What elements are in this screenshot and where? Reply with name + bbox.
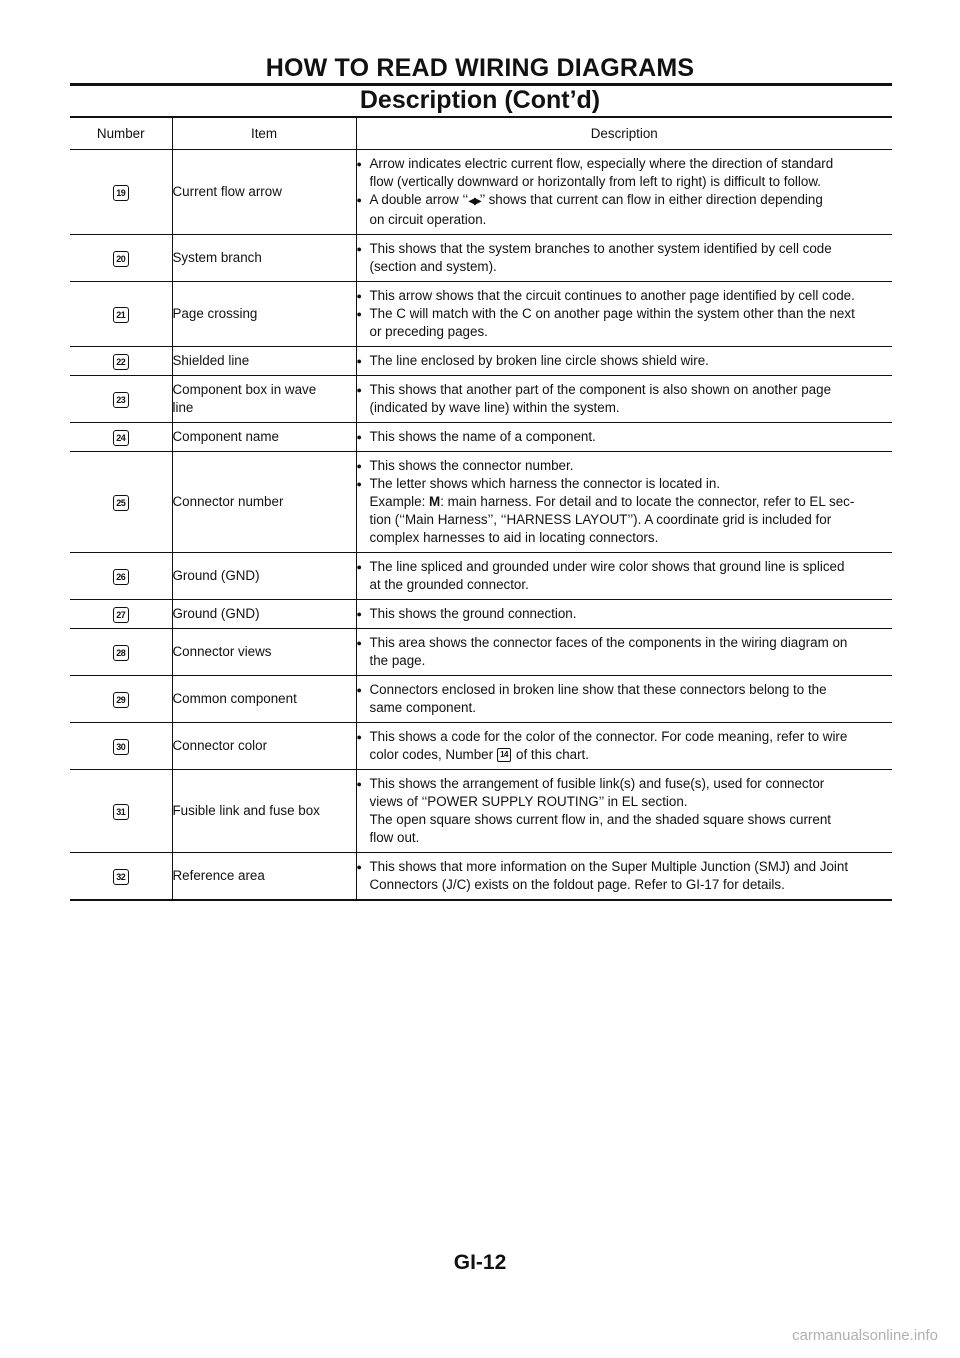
table-row bbox=[70, 770, 892, 853]
row-item: Component name bbox=[172, 423, 356, 452]
continuation-text: (section and system). bbox=[369, 259, 497, 274]
row-item: Connector number bbox=[172, 452, 356, 553]
row-number bbox=[70, 452, 172, 553]
bullet-text: ● This shows the arrangement of fusible link(s) and fuse(s), used for connector bbox=[357, 775, 893, 793]
row-number bbox=[70, 629, 172, 676]
number-badge: 28 bbox=[113, 645, 129, 661]
bullet-text: ● Connectors enclosed in broken line show that these connectors belong to the bbox=[357, 681, 893, 699]
bullet-text bbox=[357, 191, 893, 211]
bullet-text: ● The letter shows which harness the connector is located in. bbox=[357, 475, 893, 493]
row-item: Ground (GND) bbox=[172, 600, 356, 629]
continuation-text: views of ‘‘POWER SUPPLY ROUTING’’ in EL section. bbox=[369, 794, 688, 809]
row-description bbox=[356, 853, 892, 901]
text-segment: color codes, Number bbox=[369, 747, 494, 762]
item-text: line bbox=[172, 400, 194, 415]
continuation-text: or preceding pages. bbox=[369, 324, 488, 339]
table-row bbox=[70, 423, 892, 452]
table-row bbox=[70, 723, 892, 770]
row-description bbox=[356, 347, 892, 376]
row-item: Ground (GND) bbox=[172, 553, 356, 600]
table-row bbox=[70, 629, 892, 676]
bullet-text: ● This shows that more information on the Super Multiple Junction (SMJ) and Joint bbox=[357, 858, 893, 876]
row-description bbox=[356, 600, 892, 629]
continuation-text: Connectors (J/C) exists on the foldout page. Refer to GI-17 for details. bbox=[369, 877, 785, 892]
description-table bbox=[70, 116, 892, 901]
continuation-text: flow out. bbox=[369, 830, 420, 845]
row-number bbox=[70, 150, 172, 235]
table-row bbox=[70, 150, 892, 235]
number-badge: 19 bbox=[113, 185, 129, 201]
row-item: Reference area bbox=[172, 853, 356, 901]
number-badge: 26 bbox=[113, 569, 129, 585]
table-header-row bbox=[70, 117, 892, 150]
table-row bbox=[70, 600, 892, 629]
number-badge: 24 bbox=[113, 430, 129, 446]
row-description bbox=[356, 770, 892, 853]
continuation-text: complex harnesses to aid in locating connectors. bbox=[369, 530, 659, 545]
text-segment: of this chart. bbox=[516, 747, 589, 762]
table-row bbox=[70, 282, 892, 347]
column-header-item: Item bbox=[172, 117, 356, 150]
watermark-text: carmanualsonline.info bbox=[792, 1327, 938, 1344]
continuation-text bbox=[357, 746, 893, 764]
row-item: Fusible link and fuse box bbox=[172, 770, 356, 853]
row-item: Page crossing bbox=[172, 282, 356, 347]
row-description bbox=[356, 629, 892, 676]
column-header-description: Description bbox=[356, 117, 892, 150]
text-segment: Example: bbox=[369, 494, 430, 509]
row-number bbox=[70, 553, 172, 600]
bullet-text: ● The line spliced and grounded under wire color shows that ground line is spliced bbox=[357, 558, 893, 576]
row-description bbox=[356, 376, 892, 423]
row-number bbox=[70, 676, 172, 723]
bullet-text: ● The line enclosed by broken line circle shows shield wire. bbox=[357, 352, 893, 370]
row-number bbox=[70, 423, 172, 452]
number-badge: 29 bbox=[113, 692, 129, 708]
row-number bbox=[70, 376, 172, 423]
row-item: Connector color bbox=[172, 723, 356, 770]
continuation-text: at the grounded connector. bbox=[369, 577, 529, 592]
bullet-text: ● Arrow indicates electric current flow, especially where the direction of standard bbox=[357, 155, 893, 173]
number-badge: 27 bbox=[113, 607, 129, 623]
table-row bbox=[70, 853, 892, 901]
double-arrow-icon: ◀▶ bbox=[468, 196, 480, 207]
harness-letter: M bbox=[429, 494, 441, 509]
row-description bbox=[356, 676, 892, 723]
continuation-text: tion (‘‘Main Harness’’, ‘‘HARNESS LAYOUT’’). A coordinate grid is included for bbox=[369, 512, 832, 527]
number-badge: 20 bbox=[113, 251, 129, 267]
row-description bbox=[356, 553, 892, 600]
table-row bbox=[70, 553, 892, 600]
table-row bbox=[70, 235, 892, 282]
table-row bbox=[70, 376, 892, 423]
text-segment: A double arrow ‘‘ bbox=[369, 192, 469, 207]
row-description bbox=[356, 723, 892, 770]
row-item: Current flow arrow bbox=[172, 150, 356, 235]
row-item: Shielded line bbox=[172, 347, 356, 376]
bullet-text: ● This shows the name of a component. bbox=[357, 428, 893, 446]
row-number bbox=[70, 853, 172, 901]
page-number: GI-12 bbox=[453, 1251, 507, 1274]
number-badge: 25 bbox=[113, 495, 129, 511]
row-item: Common component bbox=[172, 676, 356, 723]
row-number bbox=[70, 282, 172, 347]
page-title: HOW TO READ WIRING DIAGRAMS bbox=[265, 54, 695, 82]
continuation-text bbox=[357, 493, 893, 511]
row-description bbox=[356, 452, 892, 553]
row-description bbox=[356, 423, 892, 452]
number-badge: 21 bbox=[113, 307, 129, 323]
column-header-number: Number bbox=[70, 117, 172, 150]
page-subtitle: Description (Cont’d) bbox=[359, 86, 601, 114]
bullet-text: ● This shows the ground connection. bbox=[357, 605, 893, 623]
row-item: System branch bbox=[172, 235, 356, 282]
bullet-text: ● This shows a code for the color of the connector. For code meaning, refer to wire bbox=[357, 728, 893, 746]
row-item: Connector views bbox=[172, 629, 356, 676]
table-row bbox=[70, 676, 892, 723]
text-segment: : main harness. For detail and to locate the connector, refer to EL sec- bbox=[440, 494, 855, 509]
continuation-text: the page. bbox=[369, 653, 426, 668]
number-badge: 32 bbox=[113, 869, 129, 885]
continuation-text: The open square shows current flow in, and the shaded square shows current bbox=[369, 812, 831, 827]
table-row bbox=[70, 452, 892, 553]
row-description bbox=[356, 150, 892, 235]
bullet-text: ● This shows the connector number. bbox=[357, 457, 893, 475]
row-item bbox=[172, 376, 356, 423]
number-badge: 23 bbox=[113, 392, 129, 408]
row-number bbox=[70, 600, 172, 629]
bullet-text: ● This arrow shows that the circuit continues to another page identified by cell code. bbox=[357, 287, 893, 305]
table-row bbox=[70, 347, 892, 376]
row-number bbox=[70, 723, 172, 770]
reference-number-badge: 14 bbox=[497, 748, 511, 762]
row-number bbox=[70, 770, 172, 853]
text-segment: ’’ shows that current can flow in either direction depending bbox=[479, 192, 823, 207]
bullet-text: ● This shows that the system branches to another system identified by cell code bbox=[357, 240, 893, 258]
continuation-text: (indicated by wave line) within the system. bbox=[369, 400, 620, 415]
row-description bbox=[356, 282, 892, 347]
continuation-text: same component. bbox=[369, 700, 476, 715]
row-number bbox=[70, 235, 172, 282]
row-description bbox=[356, 235, 892, 282]
number-badge: 31 bbox=[113, 804, 129, 820]
continuation-text: flow (vertically downward or horizontally from left to right) is difficult to follow. bbox=[369, 174, 821, 189]
bullet-text: ● This shows that another part of the component is also shown on another page bbox=[357, 381, 893, 399]
row-number bbox=[70, 347, 172, 376]
number-badge: 22 bbox=[113, 354, 129, 370]
continuation-text: on circuit operation. bbox=[369, 212, 487, 227]
bullet-text: ● This area shows the connector faces of the components in the wiring diagram on bbox=[357, 634, 893, 652]
number-badge: 30 bbox=[113, 739, 129, 755]
bullet-text: ● The C will match with the C on another page within the system other than the next bbox=[357, 305, 893, 323]
item-text: Component box in wave bbox=[172, 382, 317, 397]
